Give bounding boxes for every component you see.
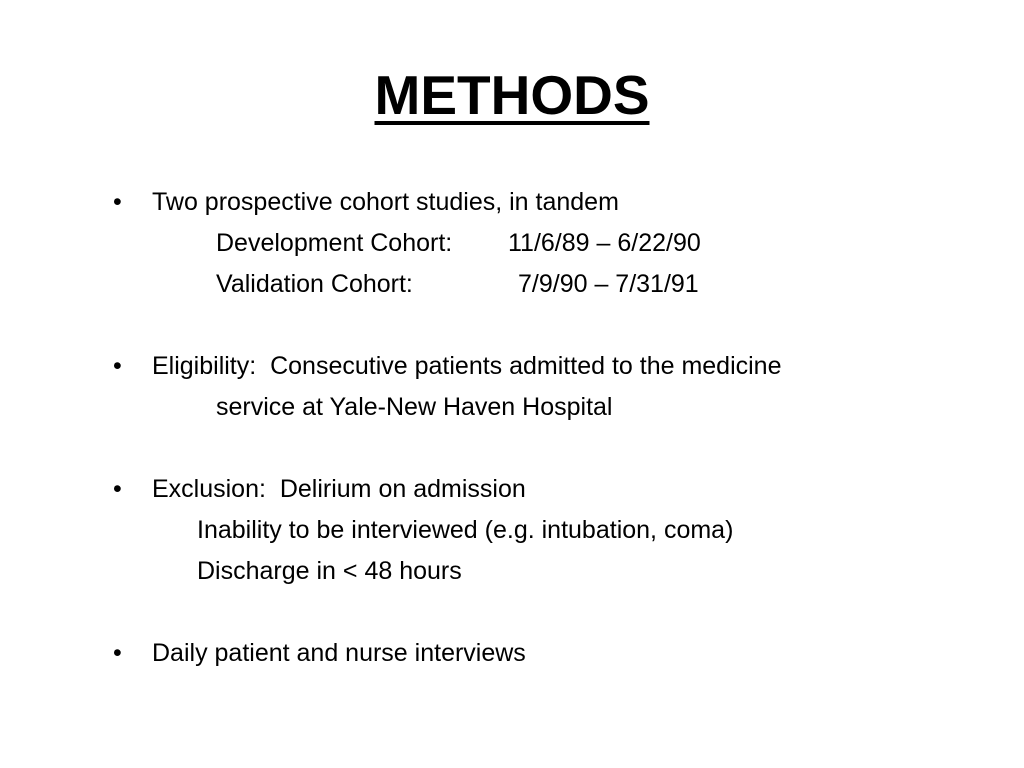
bullet-marker: • — [113, 188, 122, 216]
bullet-daily-interviews: Daily patient and nurse interviews — [152, 639, 526, 667]
slide-title-text: METHODS — [374, 64, 650, 126]
development-cohort-label: Development Cohort: — [216, 229, 453, 257]
development-cohort-dates: 11/6/89 – 6/22/90 — [508, 229, 701, 257]
bullet-exclusion: Exclusion: Delirium on admission — [152, 475, 526, 503]
bullet-eligibility: Eligibility: Consecutive patients admitted to the medicine — [152, 352, 782, 380]
exclusion-interview: Inability to be interviewed (e.g. intubation, coma) — [197, 516, 734, 544]
slide-title — [0, 62, 1024, 128]
validation-cohort-label: Validation Cohort: — [216, 270, 413, 298]
bullet-marker: • — [113, 475, 122, 503]
bullet-marker: • — [113, 352, 122, 380]
exclusion-discharge: Discharge in < 48 hours — [197, 557, 462, 585]
bullet-cohort-studies: Two prospective cohort studies, in tandem — [152, 188, 619, 216]
validation-cohort-dates: 7/9/90 – 7/31/91 — [518, 270, 699, 298]
eligibility-continuation: service at Yale-New Haven Hospital — [216, 393, 613, 421]
bullet-marker: • — [113, 639, 122, 667]
